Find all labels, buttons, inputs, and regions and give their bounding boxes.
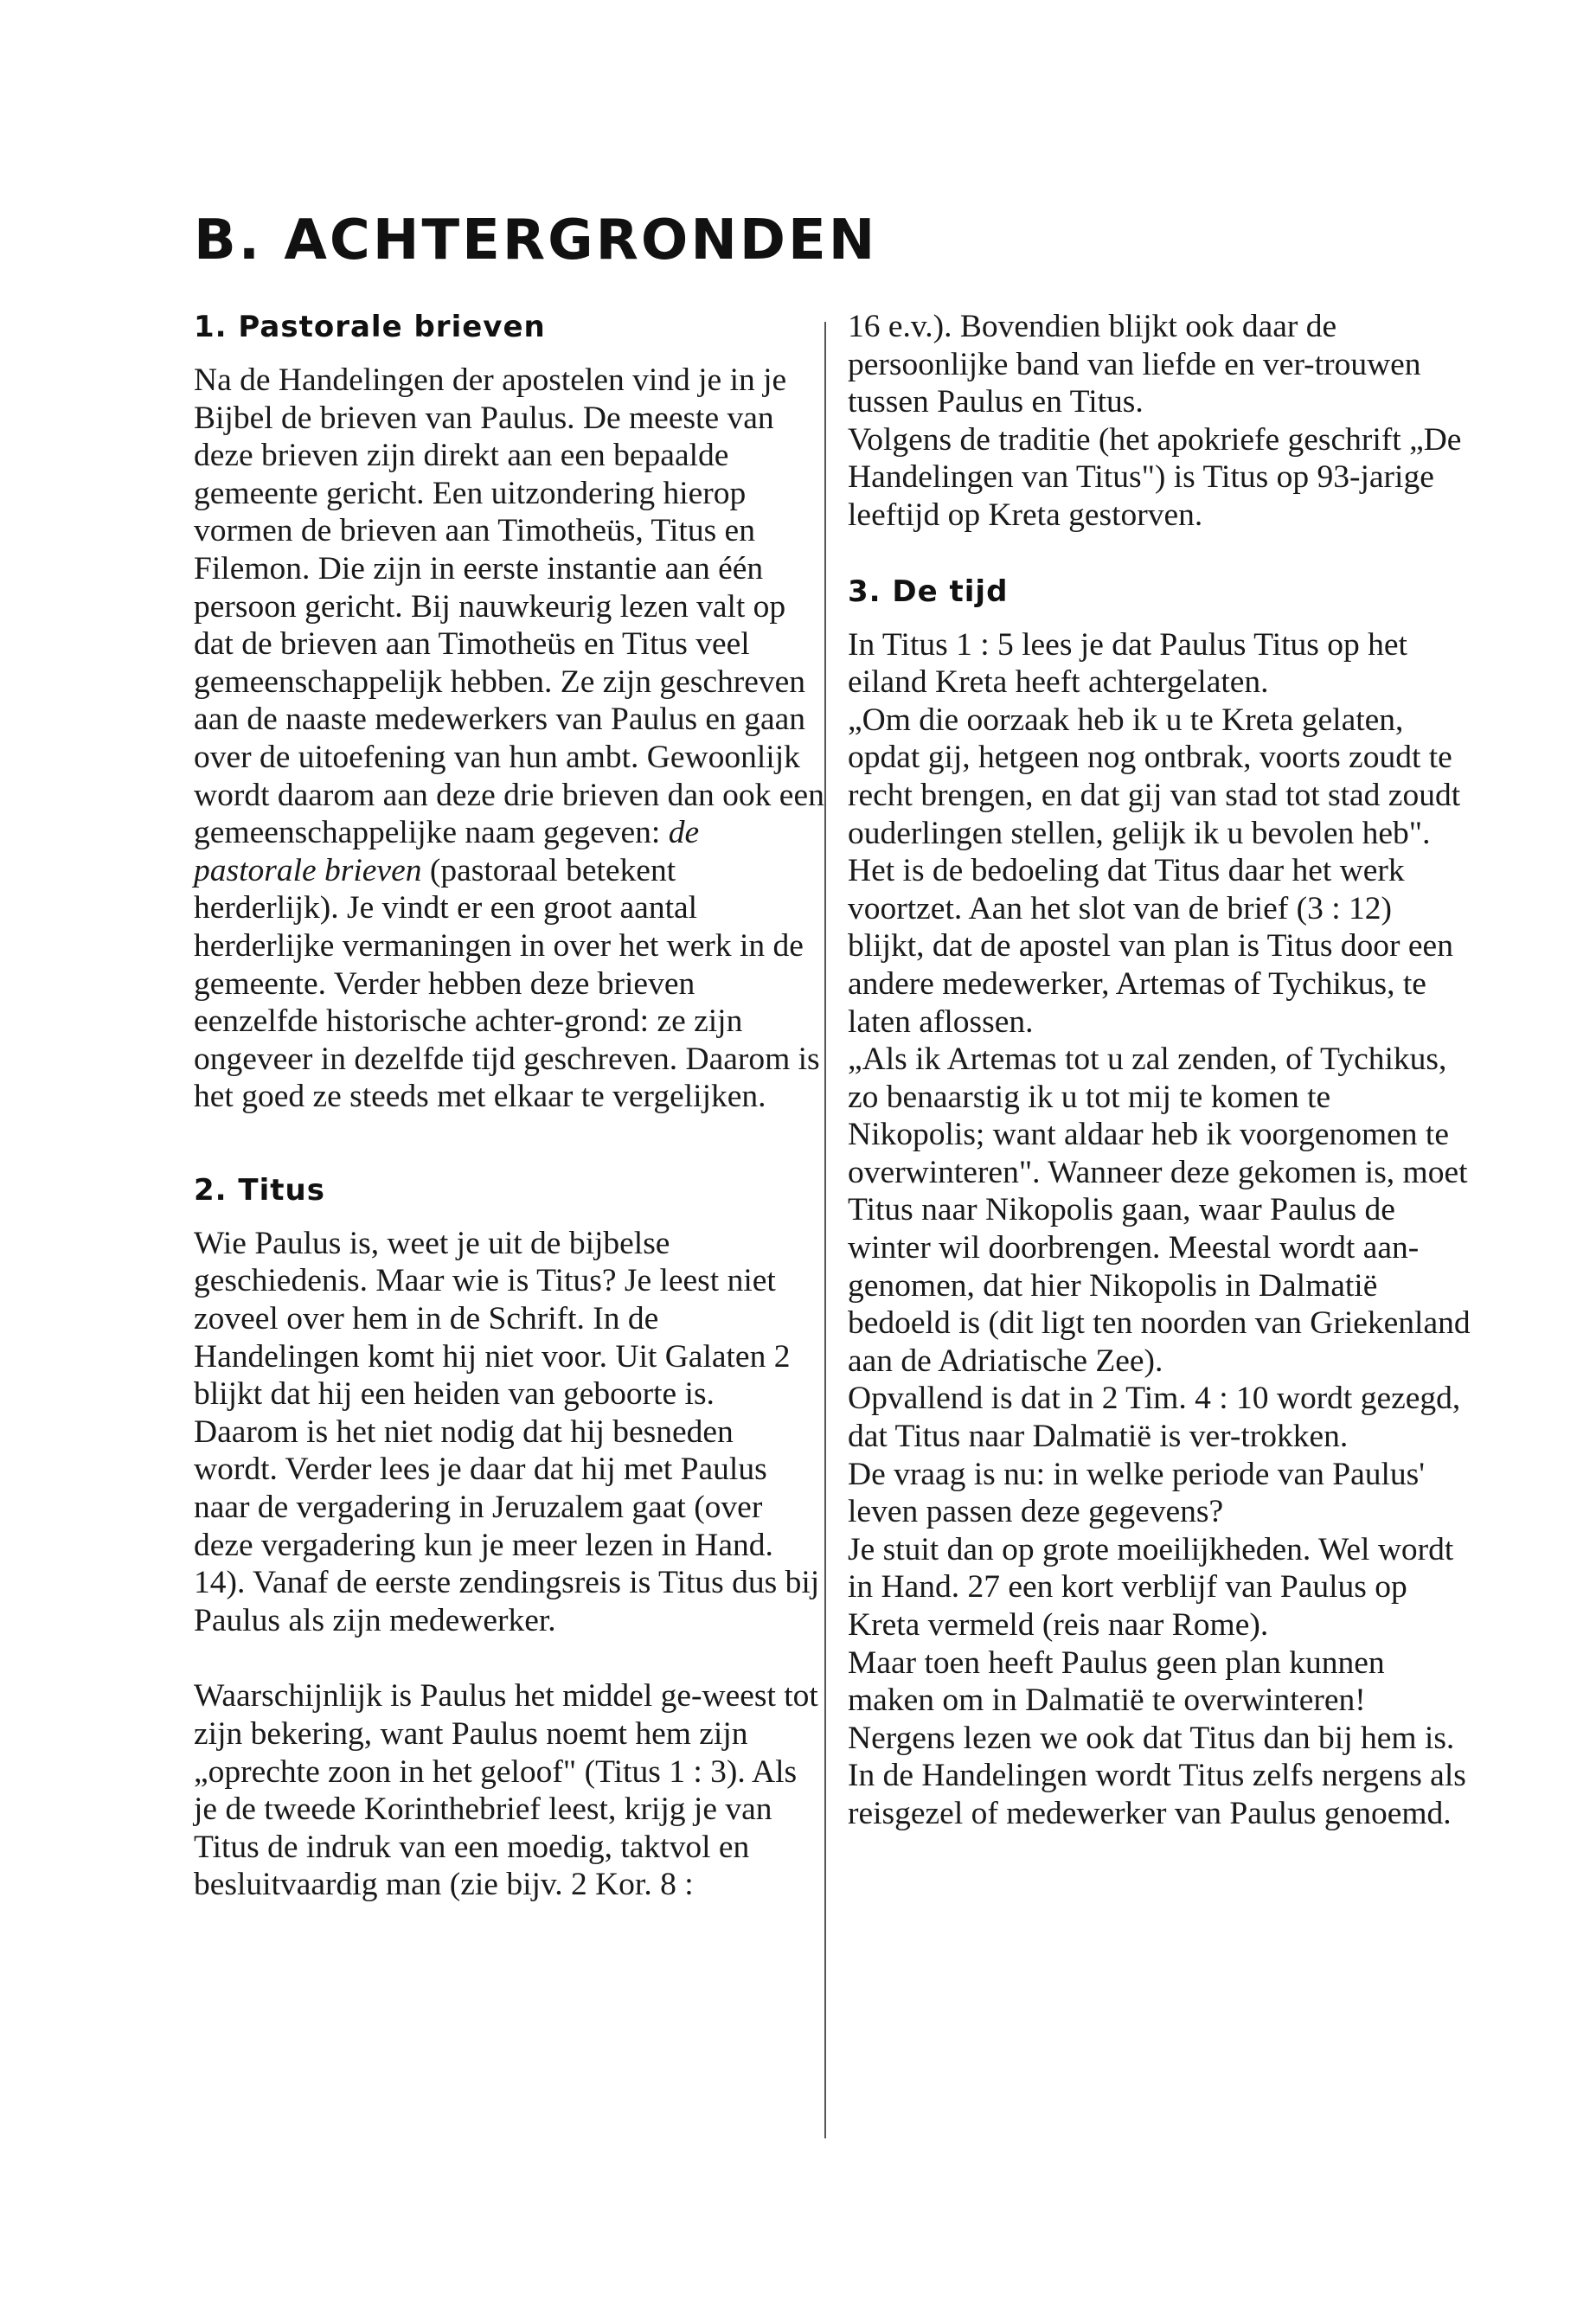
left-column bbox=[194, 308, 825, 1904]
right-column bbox=[848, 308, 1471, 1833]
paragraph: Het is de bedoeling dat Titus daar het werk voortzet. Aan het slot van de brief (3 : 12) blijkt, dat de apostel van plan is Titus door een andere medewerker, Artemas of Tychikus, te laten aflossen. bbox=[848, 853, 1453, 1040]
quote-paragraph: „Om die oorzaak heb ik u te Kreta gelaten, opdat gij, hetgeen nog ontbrak, voorts zoudt te recht brengen, en dat gij van stad tot stad zoudt ouderlingen stellen, gelijk ik u bevolen heb". bbox=[848, 702, 1461, 851]
paragraph: Wie Paulus is, weet je uit de bijbelse geschiedenis. Maar wie is Titus? Je leest niet zoveel over hem in de Schrift. In de Handelingen komt hij niet voor. Uit Galaten 2 blijkt dat hij een heiden van geboorte is. Daarom is het niet nodig dat hij besneden wordt. Verder lees je daar dat hij met Paulus naar de vergadering in Jeruzalem gaat (over deze vergadering kun je meer lezen in Hand. 14). Vanaf de eerste zendingsreis is Titus dus bij Paulus als zijn medewerker. bbox=[194, 1225, 820, 1638]
paragraph-text: (pastoraal betekent herderlijk). Je vindt er een groot aantal herderlijke vermaningen in over het werk in de gemeente. Verder hebben deze brieven eenzelfde historische achter-grond: ze zijn ongeveer in dezelfde tijd geschreven. Daarom is het goed ze steeds met elkaar te vergelijken. bbox=[194, 852, 820, 1115]
paragraph: Je stuit dan op grote moeilijkheden. Wel wordt in Hand. 27 een kort verblijf van Paulus op Kreta vermeld (reis naar Rome). bbox=[848, 1531, 1454, 1643]
section-heading-titus: 2. Titus bbox=[194, 1172, 325, 1208]
paragraph: Nergens lezen we ook dat Titus dan bij hem is. In de Handelingen wordt Titus zelfs nergens als reisgezel of medewerker van Paulus genoemd. bbox=[848, 1720, 1466, 1831]
quote-paragraph: „Als ik Artemas tot u zal zenden, of Tychikus, zo benaarstig ik u tot mij te komen te Nikopolis; want aldaar heb ik voorgenomen te overwinteren". Wanneer deze gekomen is, moet Titus naar Nikopolis gaan, waar Paulus de winter wil doorbrengen. Meestal wordt aan-genomen, dat hier Nikopolis in Dalmatië bedoeld is (dit ligt ten noorden van Griekenland aan de Adriatische Zee). bbox=[848, 1042, 1471, 1379]
section-heading-de-tijd: 3. De tijd bbox=[848, 574, 1009, 609]
paragraph: Volgens de traditie (het apokriefe geschrift „De Handelingen van Titus") is Titus op 93-jarige leeftijd op Kreta gestorven. bbox=[848, 421, 1462, 533]
paragraph-text: Na de Handelingen der apostelen vind je in je Bijbel de brieven van Paulus. De meeste van deze brieven zijn direkt aan een bepaalde gemeente gericht. Een uitzondering hierop vormen de brieven aan Timotheüs, Titus en Filemon. Die zijn in eerste instantie aan één persoon gericht. Bij nauwkeurig lezen valt op dat de brieven aan Timotheüs en Titus veel gemeenschappelijk hebben. Ze zijn geschreven aan de naaste medewerkers van Paulus en gaan over de uitoefening van hun ambt. Gewoonlijk wordt daarom aan deze drie brieven dan ook een gemeenschappelijke naam gegeven: bbox=[194, 362, 824, 851]
paragraph: Maar toen heeft Paulus geen plan kunnen maken om in Dalmatië te overwinteren! bbox=[848, 1644, 1385, 1719]
column-divider bbox=[824, 322, 826, 2138]
paragraph: De vraag is nu: in welke periode van Paulus' leven passen deze gegevens? bbox=[848, 1456, 1425, 1530]
page-title: B. ACHTERGRONDEN bbox=[194, 208, 878, 272]
paragraph bbox=[194, 362, 825, 1116]
section-heading-pastorale-brieven: 1. Pastorale brieven bbox=[194, 310, 546, 344]
paragraph: 16 e.v.). Bovendien blijkt ook daar de persoonlijke band van liefde en ver-trouwen tussen Paulus en Titus. bbox=[848, 309, 1421, 420]
paragraph: Waarschijnlijk is Paulus het middel ge-weest tot zijn bekering, want Paulus noemt hem zijn „oprechte zoon in het geloof" (Titus 1 : 3). Als je de tweede Korinthebrief leest, krijg je van Titus de indruk van een moedig, taktvol en besluitvaardig man (zie bijv. 2 Kor. 8 : bbox=[194, 1678, 818, 1903]
paragraph: In Titus 1 : 5 lees je dat Paulus Titus op het eiland Kreta heeft achtergelaten. bbox=[848, 626, 1407, 701]
paragraph: Opvallend is dat in 2 Tim. 4 : 10 wordt gezegd, dat Titus naar Dalmatië is ver-trokken. bbox=[848, 1381, 1461, 1455]
emphasized-term: de pastorale brieven bbox=[194, 815, 700, 888]
